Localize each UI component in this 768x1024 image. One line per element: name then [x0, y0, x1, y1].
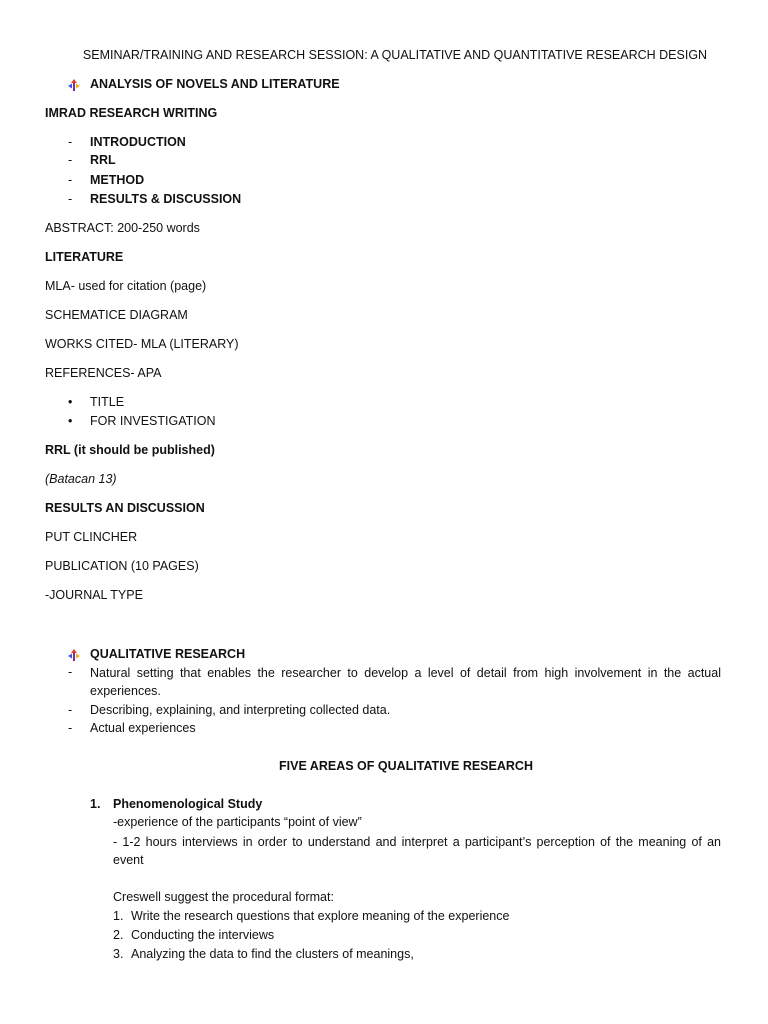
- schematic-line: SCHEMATICE DIAGRAM: [45, 308, 188, 322]
- step-number: 2.: [113, 928, 124, 942]
- abstract-line: ABSTRACT: 200-250 words: [45, 221, 200, 235]
- four-way-arrow-icon: [68, 649, 80, 661]
- dash-marker: -: [68, 703, 73, 717]
- dash-marker: -: [68, 153, 73, 167]
- ref-item-title: TITLE: [90, 395, 125, 409]
- step-text: Analyzing the data to find the clusters of meanings,: [131, 947, 414, 961]
- journal-line: -JOURNAL TYPE: [45, 588, 143, 602]
- imrad-item-rrl: RRL: [90, 153, 116, 167]
- phenom-line-interviews: - 1-2 hours interviews in order to understand and interpret a participant’s perception of the meaning of an event: [113, 835, 721, 867]
- dash-marker: -: [68, 721, 73, 735]
- works-cited-line: WORKS CITED- MLA (LITERARY): [45, 337, 239, 351]
- literature-heading: LITERATURE: [45, 250, 124, 264]
- step-number: 1.: [113, 909, 124, 923]
- clincher-line: PUT CLINCHER: [45, 530, 138, 544]
- dash-marker: -: [68, 173, 73, 187]
- step-text: Conducting the interviews: [131, 928, 275, 942]
- qualitative-item-actual: Actual experiences: [90, 721, 196, 735]
- phenom-number: 1.: [90, 797, 101, 811]
- references-line: REFERENCES- APA: [45, 366, 162, 380]
- imrad-item-introduction: INTRODUCTION: [90, 135, 186, 149]
- document-title: SEMINAR/TRAINING AND RESEARCH SESSION: A QUALITATIVE AND QUANTITATIVE RESEARCH DESIGN: [82, 48, 708, 62]
- phenom-line-experience: -experience of the participants “point of view”: [113, 815, 362, 829]
- heading-analysis: ANALYSIS OF NOVELS AND LITERATURE: [90, 77, 340, 91]
- four-way-arrow-icon: [68, 79, 80, 91]
- mla-line: MLA- used for citation (page): [45, 279, 207, 293]
- dash-marker: -: [68, 665, 73, 679]
- imrad-item-method: METHOD: [90, 173, 145, 187]
- bullet-marker: •: [68, 395, 73, 409]
- imrad-item-results: RESULTS & DISCUSSION: [90, 192, 242, 206]
- phenom-title: Phenomenological Study: [113, 797, 263, 811]
- publication-line: PUBLICATION (10 PAGES): [45, 559, 199, 573]
- creswell-line: Creswell suggest the procedural format:: [113, 890, 334, 904]
- dash-marker: -: [68, 135, 73, 149]
- bullet-marker: •: [68, 414, 73, 428]
- dash-marker: -: [68, 192, 73, 206]
- step-number: 3.: [113, 947, 124, 961]
- results-heading: RESULTS AN DISCUSSION: [45, 501, 205, 515]
- qualitative-item-natural-setting: Natural setting that enables the researcher to develop a level of detail from high involvement in the actual experiences.: [90, 666, 721, 698]
- ref-item-investigation: FOR INVESTIGATION: [90, 414, 216, 428]
- five-areas-heading: FIVE AREAS OF QUALITATIVE RESEARCH: [279, 759, 533, 773]
- imrad-heading: IMRAD RESEARCH WRITING: [45, 106, 218, 120]
- batacan-citation: (Batacan 13): [45, 472, 117, 486]
- step-text: Write the research questions that explore meaning of the experience: [131, 909, 510, 923]
- qualitative-item-describing: Describing, explaining, and interpreting collected data.: [90, 703, 391, 717]
- qualitative-heading: QUALITATIVE RESEARCH: [90, 647, 246, 661]
- rrl-heading: RRL (it should be published): [45, 443, 215, 457]
